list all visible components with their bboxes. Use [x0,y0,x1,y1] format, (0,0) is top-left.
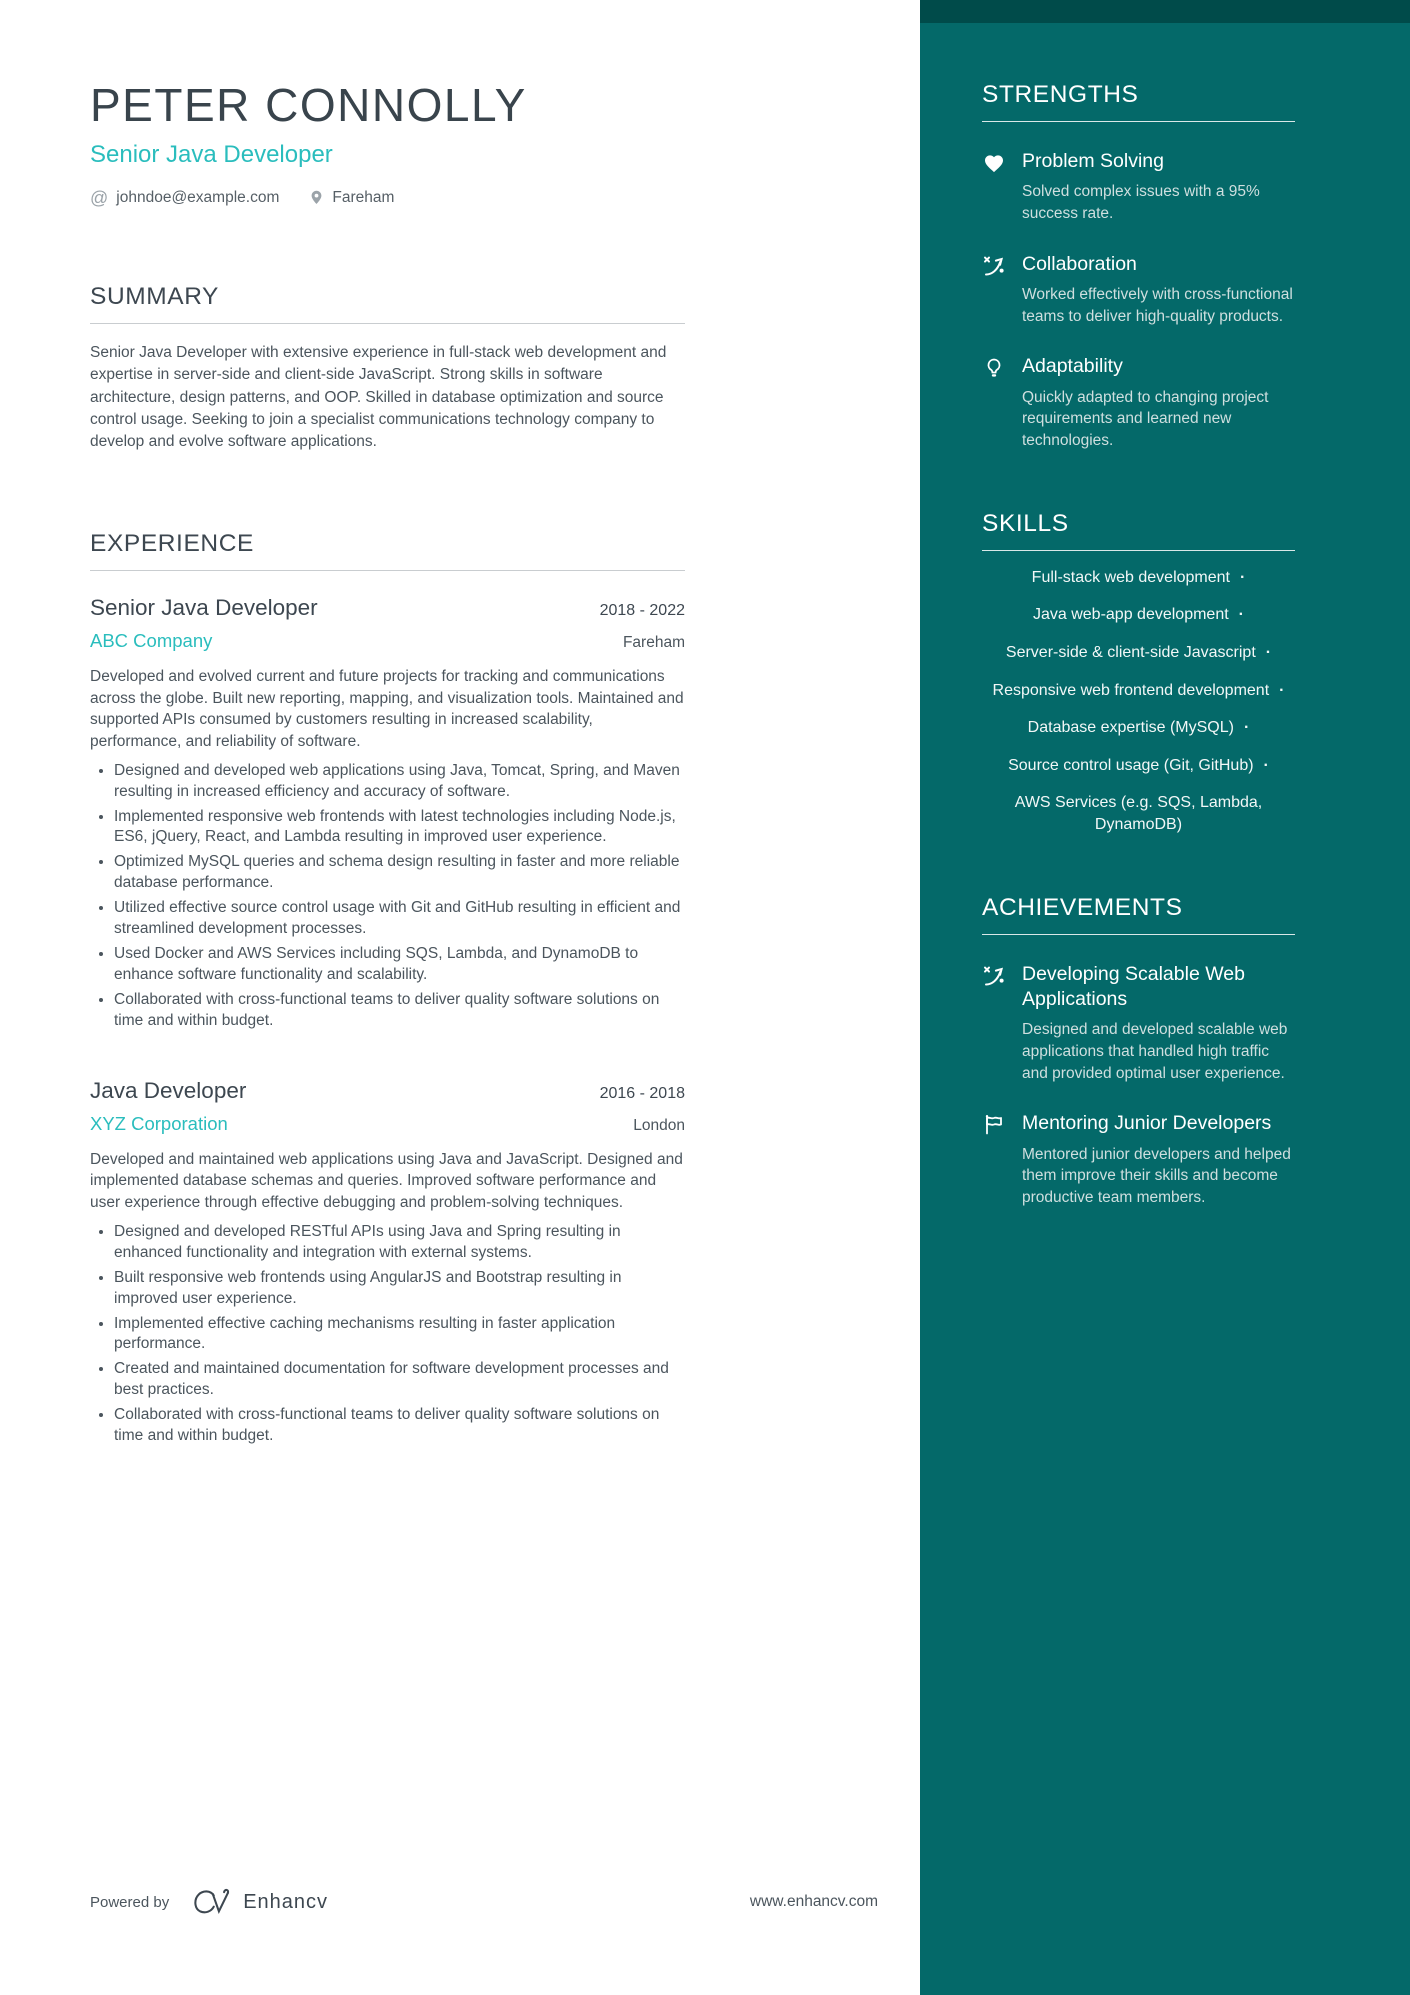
skill-separator: · [1243,719,1250,737]
skill-text: Java web-app development [1032,606,1229,624]
achievement-title: Mentoring Junior Developers [1022,1112,1272,1135]
enhancv-brand-link[interactable] [187,1887,328,1917]
job-bullet: • Implemented effective caching mechanisms resulting in faster application performance. [114,1314,685,1356]
job-description: Developed and maintained web applications using Java and JavaScript. Designed and implemented database schemas and queries. Improved software performance and user experience through effective debugging and problem-solving techniques. [90,1150,683,1212]
contact-email [90,189,279,207]
footer [90,1887,878,1917]
skill-item [982,642,1295,664]
summary-text: Senior Java Developer with extensive experience in full-stack web development and expertise in server-side and client-side JavaScript. Strong skills in software architecture, design patterns, and OOP. Skilled in database optimization and source control usage. Seeking to join a specialist communications technology company to develop and evolve software applications. [90,343,667,451]
heart-icon [982,149,1008,225]
sidebar [920,23,1410,1995]
skill-item [982,717,1295,739]
skill-item [982,604,1295,626]
strategy-icon [982,962,1008,1085]
skill-text: Source control usage (Git, GitHub) [1008,756,1254,774]
strength-text: Worked effectively with cross-functional teams to deliver high-quality products. [1022,286,1293,325]
job-location: London [633,1116,685,1134]
skill-separator: · [1239,568,1246,586]
person-title: Senior Java Developer [90,140,333,168]
strength-title: Problem Solving [1022,150,1164,172]
job-dates: 2016 - 2018 [599,1084,685,1102]
job-bullet: • Designed and developed RESTful APIs using Java and Spring resulting in enhanced functionality and integration with external systems. [114,1222,685,1264]
job-bullet: • Created and maintained documentation for software development processes and best practices. [114,1359,685,1401]
job-entry [90,1078,685,1447]
skill-text: Database expertise (MySQL) [1027,719,1234,737]
achievement-text: Mentored junior developers and helped them improve their skills and become productive team members. [1022,1145,1291,1207]
at-icon: @ [90,187,109,208]
summary-section [90,283,685,454]
skill-separator: · [1265,644,1272,662]
summary-heading: SUMMARY [90,283,685,324]
achievement-item [982,962,1295,1085]
experience-section [90,530,685,1447]
job-company: XYZ Corporation [90,1112,228,1134]
job-bullet: • Utilized effective source control usage with Git and GitHub resulting in efficient and streamlined development processes. [114,898,685,940]
skill-text: Full-stack web development [1031,568,1230,586]
strength-item [982,149,1295,225]
person-name: PETER CONNOLLY [90,79,527,131]
job-location: Fareham [622,633,685,651]
job-bullet: • Collaborated with cross-functional teams to deliver quality software solutions on time and within budget. [114,990,685,1032]
achievement-text: Designed and developed scalable web applications that handled high traffic and provided optimal user experience. [1022,1021,1288,1082]
strength-title: Collaboration [1022,252,1137,275]
strength-text: Quickly adapted to changing project requirements and learned new technologies. [1022,388,1269,450]
job-bullet: • Used Docker and AWS Services including SQS, Lambda, and DynamoDB to enhance software functionality and scalability. [114,944,685,986]
skills-list [982,567,1295,836]
skills-heading: SKILLS [982,510,1295,551]
contact-row [90,189,685,207]
skills-section [982,510,1295,836]
powered-by [90,1887,328,1917]
strengths-heading: STRENGTHS [982,81,1295,122]
skill-item [982,680,1295,702]
powered-by-label: Powered by [90,1893,170,1911]
job-bullet: • Built responsive web frontends using AngularJS and Bootstrap resulting in improved user experience. [114,1268,685,1310]
achievement-item [982,1111,1295,1208]
job-dates: 2018 - 2022 [599,601,685,619]
skill-text: AWS Services (e.g. SQS, Lambda, DynamoDB) [1014,794,1263,833]
experience-heading: EXPERIENCE [90,530,685,571]
strength-item [982,354,1295,451]
skill-separator: · [1263,756,1269,774]
achievement-title: Developing Scalable Web Applications [1022,962,1245,1010]
achievements-heading: ACHIEVEMENTS [982,894,1295,935]
job-bullet-list [90,1222,685,1447]
strength-title: Adaptability [1022,355,1123,378]
location-pin-icon [309,190,324,205]
strength-text: Solved complex issues with a 95% success rate. [1022,183,1260,223]
job-bullet: • Collaborated with cross-functional teams to deliver quality software solutions on time and within budget. [114,1405,685,1447]
skill-text: Server-side & client-side Javascript [1005,644,1256,662]
contact-location [309,189,394,207]
enhancv-logo-icon [187,1887,233,1917]
strategy-icon [982,252,1008,328]
job-description: Developed and evolved current and future projects for tracking and communications across the globe. Built new reporting, mapping, and visualization tools. Maintained and supported APIs consumed by customers resulting in increased scalability, performance, and reliability of software. [90,667,684,750]
email-text: johndoe@example.com [116,188,280,206]
job-bullet: • Implemented responsive web frontends with latest technologies including Node.js, ES6, jQuery, React, and Lambda resulting in improved user experience. [114,807,685,849]
skill-separator: · [1279,681,1285,699]
achievements-section [982,894,1295,1209]
enhancv-brand-name: Enhancv [243,1890,329,1913]
skill-item [982,567,1295,589]
job-bullet: • Optimized MySQL queries and schema design resulting in faster and more reliable database performance. [114,852,685,894]
lightbulb-icon [982,354,1008,451]
footer-url[interactable]: www.enhancv.com [749,1893,878,1910]
job-company: ABC Company [90,629,213,651]
flag-icon [982,1111,1008,1208]
location-text: Fareham [332,188,395,206]
strength-item [982,252,1295,328]
job-title: Java Developer [90,1077,247,1103]
skill-separator: · [1238,606,1244,624]
skill-item [982,755,1295,777]
skill-item [982,792,1295,835]
sidebar-top-band [920,0,1410,23]
job-bullet: • Designed and developed web applications using Java, Tomcat, Spring, and Maven resulting in increased efficiency and accuracy of software. [114,761,685,803]
job-title: Senior Java Developer [90,594,318,620]
job-bullet-list [90,761,685,1032]
skill-text: Responsive web frontend development [992,681,1270,699]
strengths-section [982,81,1295,452]
job-entry [90,595,685,1032]
